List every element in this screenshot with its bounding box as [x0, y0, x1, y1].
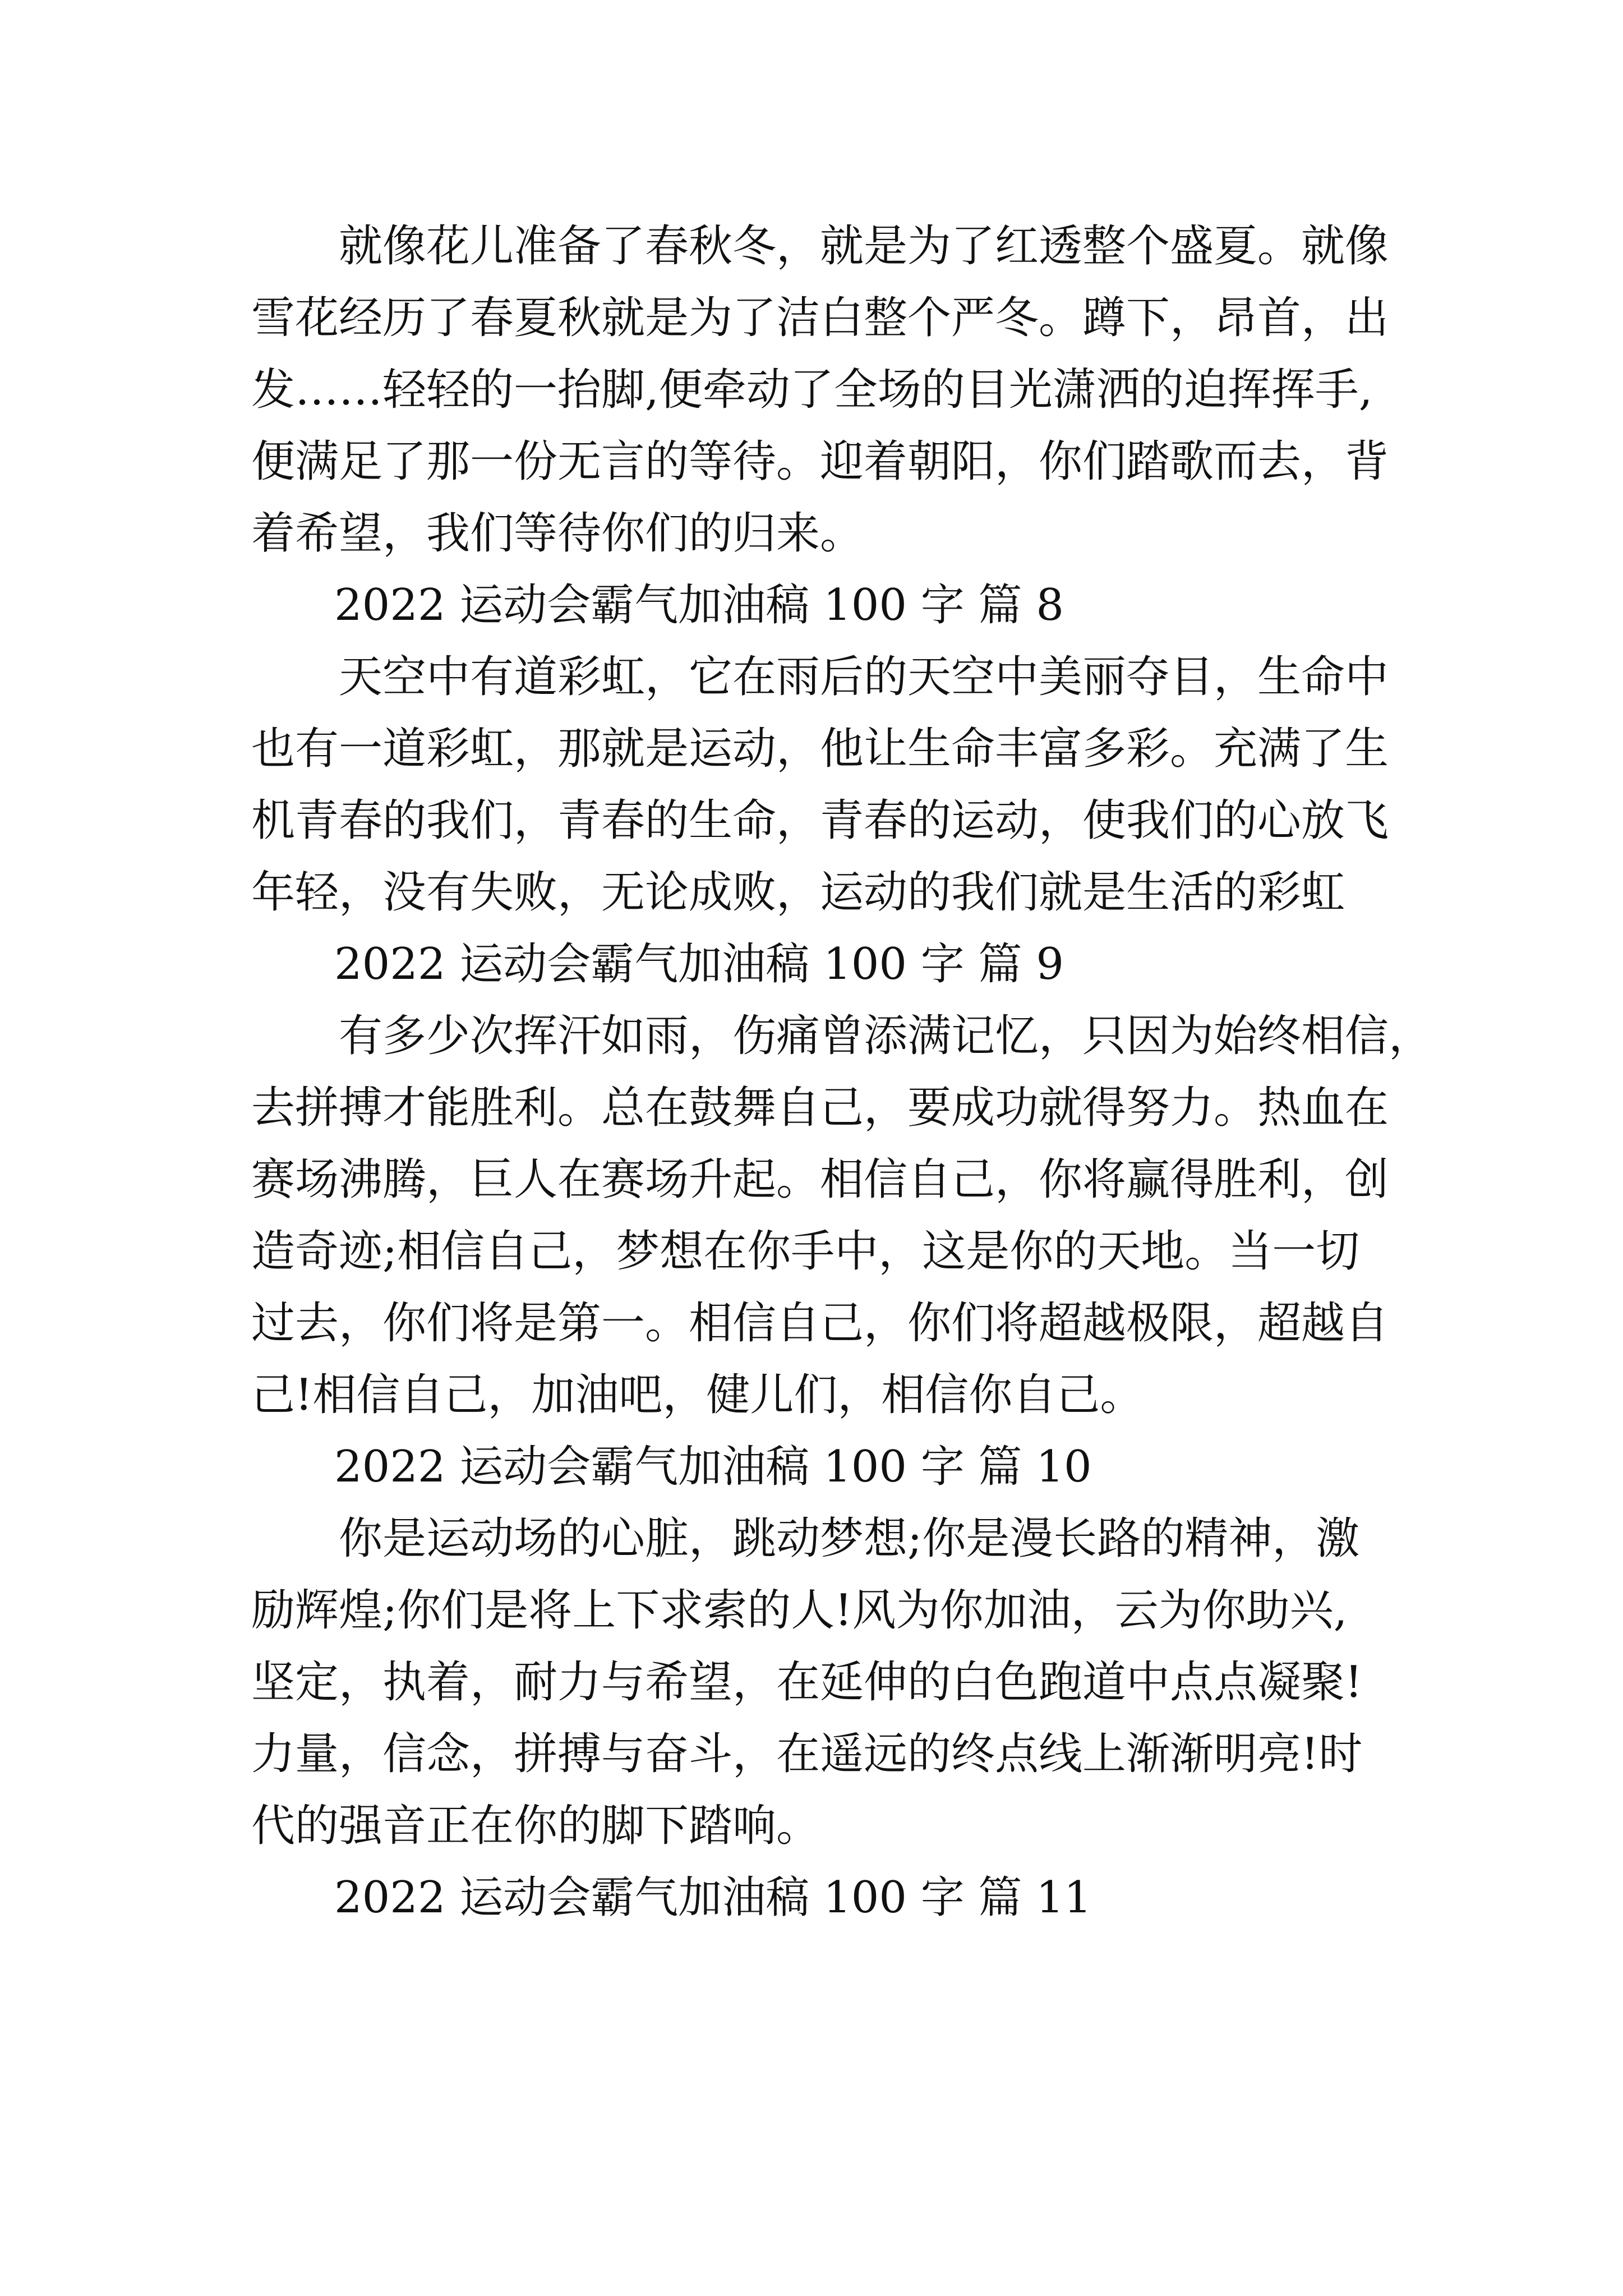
paragraph-line: 力量，信念，拼搏与奋斗，在遥远的终点线上渐渐明亮!时	[251, 1729, 1363, 1779]
section-heading: 2022 运动会霸气加油稿 100 字 篇 9	[334, 939, 1064, 990]
paragraph-line: 便满足了那一份无言的等待。迎着朝阳，你们踏歌而去，背	[251, 436, 1389, 487]
paragraph-line: 机青春的我们，青春的生命，青春的运动，使我们的心放飞	[251, 795, 1389, 846]
section-heading: 2022 运动会霸气加油稿 100 字 篇 10	[334, 1442, 1092, 1492]
paragraph-line: 坚定，执着，耐力与希望，在延伸的白色跑道中点点凝聚!	[251, 1657, 1363, 1708]
paragraph-line: 你是运动场的心脏，跳动梦想;你是漫长路的精神，激	[339, 1513, 1360, 1564]
paragraph-line: 赛场沸腾，巨人在赛场升起。相信自己，你将赢得胜利，创	[251, 1154, 1389, 1205]
paragraph-line: 造奇迹;相信自己，梦想在你手中，这是你的天地。当一切	[251, 1226, 1360, 1277]
paragraph-line: 发……轻轻的一抬脚,便牵动了全场的目光潇洒的迫挥挥手,	[251, 365, 1373, 415]
paragraph-line: 天空中有道彩虹，它在雨后的天空中美丽夺目，生命中	[339, 652, 1389, 702]
paragraph-line: 去拼搏才能胜利。总在鼓舞自己，要成功就得努力。热血在	[251, 1083, 1389, 1133]
paragraph-line: 就像花儿准备了春秋冬，就是为了红透整个盛夏。就像	[339, 221, 1389, 272]
paragraph-line: 也有一道彩虹，那就是运动，他让生命丰富多彩。充满了生	[251, 724, 1389, 774]
document-body	[251, 210, 1433, 1934]
paragraph-line: 励辉煌;你们是将上下求索的人!风为你加油，云为你助兴,	[251, 1585, 1348, 1636]
paragraph-line: 年轻，没有失败，无论成败，运动的我们就是生活的彩虹	[251, 867, 1345, 918]
paragraph-line: 己!相信自己，加油吧，健儿们，相信你自己。	[251, 1370, 1144, 1420]
section-heading: 2022 运动会霸气加油稿 100 字 篇 8	[334, 580, 1064, 631]
paragraph-line: 着希望，我们等待你们的归来。	[251, 508, 864, 559]
paragraph-line: 过去，你们将是第一。相信自己，你们将超越极限，超越自	[251, 1298, 1389, 1349]
paragraph-line: 有多少次挥汗如雨，伤痛曾添满记忆，只因为始终相信，	[339, 1011, 1433, 1061]
paragraph-line: 代的强音正在你的脚下踏响。	[251, 1801, 820, 1851]
paragraph-line: 雪花经历了春夏秋就是为了洁白整个严冬。蹲下，昂首，出	[251, 293, 1389, 343]
section-heading: 2022 运动会霸气加油稿 100 字 篇 11	[334, 1872, 1092, 1923]
